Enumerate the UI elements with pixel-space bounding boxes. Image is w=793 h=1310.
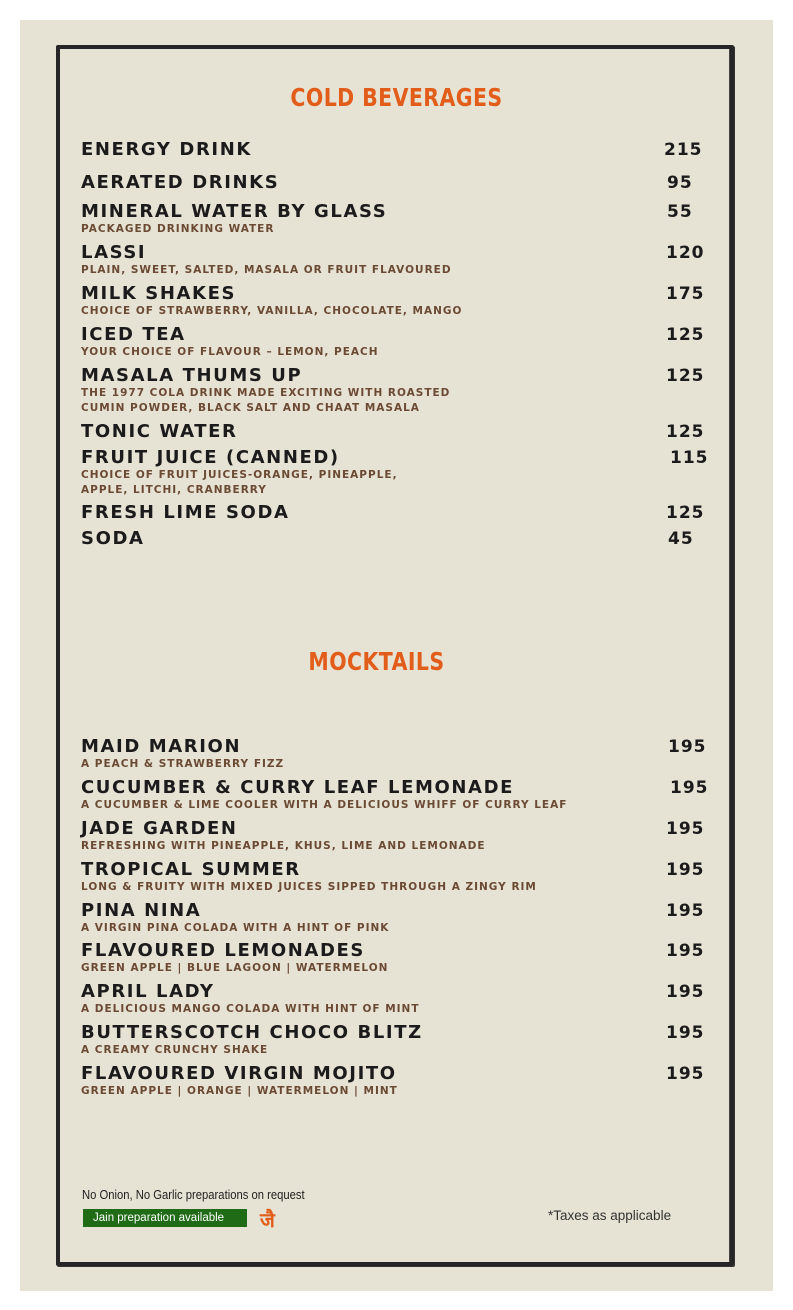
item-name: FLAVOURED LEMONADES xyxy=(81,940,365,961)
menu-item xyxy=(81,1023,711,1058)
menu-item xyxy=(81,140,711,160)
menu-item xyxy=(81,284,711,319)
menu-item xyxy=(81,325,711,360)
item-name: FLAVOURED VIRGIN MOJITO xyxy=(81,1063,397,1084)
item-price: 125 xyxy=(666,422,705,442)
item-name: MASALA THUMS UP xyxy=(81,365,303,386)
menu-item xyxy=(81,422,711,442)
item-price: 125 xyxy=(666,503,705,523)
item-price: 215 xyxy=(664,140,703,160)
item-price: 195 xyxy=(666,1064,705,1084)
item-name: CUCUMBER & CURRY LEAF LEMONADE xyxy=(81,777,515,798)
item-description: CHOICE OF FRUIT JUICES-ORANGE, PINEAPPLE, xyxy=(81,469,398,481)
item-description: A CREAMY CRUNCHY SHAKE xyxy=(81,1044,269,1056)
item-price: 195 xyxy=(666,1023,705,1043)
item-price: 195 xyxy=(666,941,705,961)
item-price: 125 xyxy=(666,325,705,345)
item-name: AERATED DRINKS xyxy=(81,172,280,193)
item-description: GREEN APPLE | BLUE LAGOON | WATERMELON xyxy=(81,962,389,974)
menu-item xyxy=(81,982,711,1017)
item-description: REFRESHING WITH PINEAPPLE, KHUS, LIME AND LEMONADE xyxy=(81,840,486,852)
item-name: SODA xyxy=(81,528,145,549)
item-description: THE 1977 COLA DRINK MADE EXCITING WITH ROASTED xyxy=(81,387,451,399)
item-description: A VIRGIN PINA COLADA WITH A HINT OF PINK xyxy=(81,922,390,934)
jain-badge: Jain preparation available xyxy=(83,1209,247,1227)
item-name: TROPICAL SUMMER xyxy=(81,859,301,880)
item-name: FRESH LIME SODA xyxy=(81,502,290,523)
jain-symbol-icon: जै xyxy=(260,1208,275,1232)
item-name: ICED TEA xyxy=(81,324,186,345)
menu-item xyxy=(81,202,711,237)
item-name: APRIL LADY xyxy=(81,981,215,1002)
item-price: 195 xyxy=(666,860,705,880)
item-name: BUTTERSCOTCH CHOCO BLITZ xyxy=(81,1022,423,1043)
item-description: LONG & FRUITY WITH MIXED JUICES SIPPED THROUGH A ZINGY RIM xyxy=(81,881,537,893)
item-price: 45 xyxy=(668,529,694,549)
menu-item xyxy=(81,529,711,549)
cold-beverages-heading: COLD BEVERAGES xyxy=(290,83,503,112)
item-price: 195 xyxy=(668,737,707,757)
item-description: CHOICE OF STRAWBERRY, VANILLA, CHOCOLATE, MANGO xyxy=(81,305,463,317)
item-description: A DELICIOUS MANGO COLADA WITH HINT OF MINT xyxy=(81,1003,420,1015)
no-onion-garlic-note: No Onion, No Garlic preparations on request xyxy=(82,1188,305,1202)
item-name: LASSI xyxy=(81,242,147,263)
item-price: 125 xyxy=(666,366,705,386)
item-price: 95 xyxy=(667,173,693,193)
menu-item xyxy=(81,901,711,936)
menu-item xyxy=(81,778,711,813)
item-price: 115 xyxy=(670,448,709,468)
item-name: FRUIT JUICE (CANNED) xyxy=(81,447,340,468)
item-description: PACKAGED DRINKING WATER xyxy=(81,223,275,235)
item-price: 120 xyxy=(666,243,705,263)
item-description-line2: APPLE, LITCHI, CRANBERRY xyxy=(81,484,267,496)
mocktails-heading: MOCKTAILS xyxy=(308,647,445,676)
item-price: 55 xyxy=(667,202,693,222)
menu-item xyxy=(81,1064,711,1099)
menu-item xyxy=(81,243,711,278)
item-name: PINA NINA xyxy=(81,900,202,921)
item-price: 195 xyxy=(666,901,705,921)
item-description-line2: CUMIN POWDER, BLACK SALT AND CHAAT MASALA xyxy=(81,402,420,414)
taxes-note: *Taxes as applicable xyxy=(548,1208,672,1223)
menu-item xyxy=(81,173,711,193)
menu-item xyxy=(81,448,711,498)
menu-page xyxy=(20,20,773,1291)
item-description: YOUR CHOICE OF FLAVOUR – LEMON, PEACH xyxy=(81,346,379,358)
item-price: 175 xyxy=(666,284,705,304)
item-description: A PEACH & STRAWBERRY FIZZ xyxy=(81,758,285,770)
menu-item xyxy=(81,503,711,523)
item-name: MINERAL WATER BY GLASS xyxy=(81,201,388,222)
item-name: TONIC WATER xyxy=(81,421,238,442)
menu-item xyxy=(81,366,711,416)
item-description: A CUCUMBER & LIME COOLER WITH A DELICIOUS WHIFF OF CURRY LEAF xyxy=(81,799,568,811)
item-description: GREEN APPLE | ORANGE | WATERMELON | MINT xyxy=(81,1085,398,1097)
menu-item xyxy=(81,941,711,976)
item-name: ENERGY DRINK xyxy=(81,139,252,160)
item-name: MAID MARION xyxy=(81,736,242,757)
item-name: MILK SHAKES xyxy=(81,283,237,304)
item-price: 195 xyxy=(670,778,709,798)
item-price: 195 xyxy=(666,819,705,839)
item-description: PLAIN, SWEET, SALTED, MASALA OR FRUIT FLAVOURED xyxy=(81,264,452,276)
menu-item xyxy=(81,819,711,854)
item-name: JADE GARDEN xyxy=(81,818,238,839)
item-price: 195 xyxy=(666,982,705,1002)
menu-item xyxy=(81,737,711,772)
menu-item xyxy=(81,860,711,895)
